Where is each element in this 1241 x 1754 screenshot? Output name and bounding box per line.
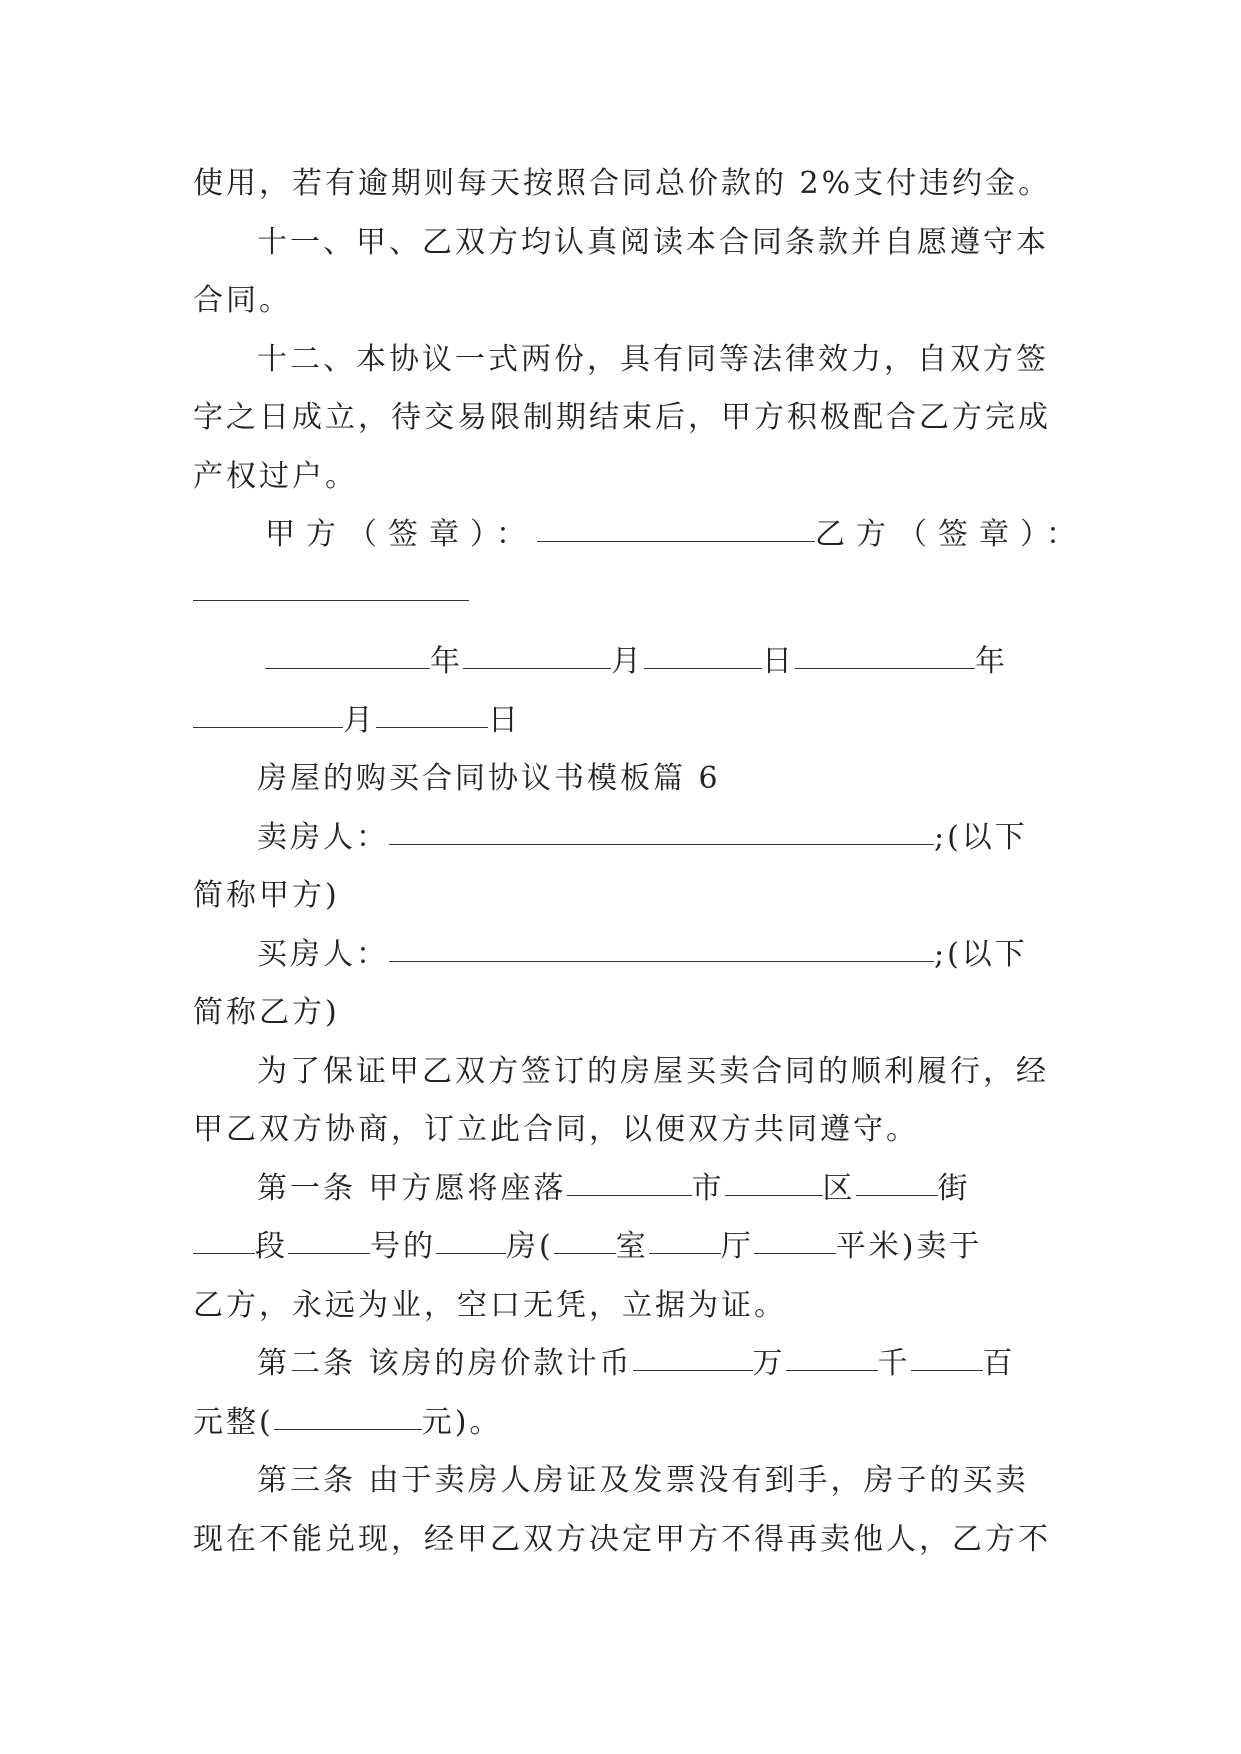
room-label: 室 [615, 1229, 649, 1264]
month-label: 月 [611, 644, 644, 679]
ten-thousand-label: 万 [752, 1346, 786, 1381]
year-blank [795, 638, 975, 669]
buyer-label: 买房人： [257, 936, 389, 972]
signature-line-continued [193, 565, 1055, 624]
buyer-blank [389, 931, 934, 962]
buyer-abbreviation: 简称乙方) [193, 995, 340, 1030]
amount-suffix: 元)。 [421, 1404, 503, 1440]
buyer-suffix: ;(以下 [934, 936, 1028, 972]
purpose-line: 甲乙双方协商，订立此合同，以便双方共同遵守。 [193, 1112, 919, 1147]
party-b-signature-label: 乙方（签章）： [815, 517, 1087, 552]
hall-label: 厅 [720, 1229, 754, 1264]
purpose-line: 为了保证甲乙双方签订的房屋买卖合同的顺利履行，经 [257, 1053, 1049, 1089]
area-blank [754, 1223, 836, 1254]
section-label: 段 [255, 1229, 288, 1264]
signature-line [193, 506, 1087, 565]
article-1-line [193, 1218, 1055, 1277]
clause-11: 十一、甲、乙双方均认真阅读本合同条款并自愿遵守本 [257, 224, 1049, 260]
party-a-signature-blank [537, 511, 815, 542]
seller-line [193, 809, 1055, 868]
month-label: 月 [343, 702, 376, 738]
year-label: 年 [430, 644, 463, 679]
amount-blank [274, 1399, 422, 1430]
district-blank [725, 1165, 823, 1196]
seller-blank [389, 814, 934, 845]
house-label: 房( [506, 1229, 554, 1264]
city-label: 市 [691, 1170, 725, 1206]
seller-label: 卖房人： [257, 819, 389, 855]
text-line: 使用，若有逾期则每天按照合同总价款的 2%支付违约金。 [193, 166, 1052, 201]
section-blank [193, 1223, 255, 1254]
thousand-blank [786, 1340, 878, 1371]
day-label: 日 [762, 644, 795, 679]
article-1-line: 乙方，永远为业，空口无凭，立据为证。 [193, 1287, 787, 1323]
hundred-blank [911, 1340, 983, 1371]
hall-blank [649, 1223, 721, 1254]
year-blank [265, 638, 430, 669]
article-1-text: 第一条 甲方愿将座落 [257, 1170, 567, 1206]
article-2-text: 第二条 该房的房价款计币 [257, 1346, 633, 1381]
date-line-continued [193, 692, 1055, 751]
article-2-line [193, 1335, 1055, 1394]
day-blank [376, 697, 488, 728]
text-line: 合同。 [193, 283, 292, 318]
party-b-signature-blank [193, 570, 469, 601]
section-title: 房屋的购买合同协议书模板篇 6 [257, 761, 721, 796]
date-line [193, 633, 1055, 692]
article-3-line: 现在不能兑现，经甲乙双方决定甲方不得再卖他人，乙方不 [193, 1521, 1051, 1557]
hundred-label: 百 [982, 1346, 1016, 1381]
ten-thousand-blank [633, 1340, 753, 1371]
number-blank [288, 1223, 370, 1254]
thousand-label: 千 [877, 1346, 911, 1381]
text-line: 字之日成立，待交易限制期结束后，甲方积极配合乙方完成 [193, 400, 1051, 435]
month-blank [193, 697, 343, 728]
house-blank [436, 1223, 506, 1254]
article-1-line [193, 1160, 1055, 1219]
area-label: 平米)卖于 [835, 1229, 983, 1264]
clause-12: 十二、本协议一式两份，具有同等法律效力，自双方签 [257, 341, 1049, 377]
year-label: 年 [975, 644, 1008, 679]
buyer-line [193, 926, 1055, 985]
seller-suffix: ;(以下 [934, 819, 1028, 855]
document-page [193, 155, 1087, 1569]
month-blank [463, 638, 611, 669]
text-line: 产权过户。 [193, 458, 358, 494]
day-blank [644, 638, 762, 669]
day-label: 日 [488, 702, 521, 738]
street-blank [856, 1165, 938, 1196]
room-blank [554, 1223, 616, 1254]
party-a-signature-label: 甲方（签章）： [265, 517, 537, 552]
district-label: 区 [822, 1170, 856, 1206]
article-3-line: 第三条 由于卖房人房证及发票没有到手，房子的买卖 [257, 1463, 1029, 1498]
seller-abbreviation: 简称甲方) [193, 878, 340, 913]
city-blank [567, 1165, 692, 1196]
street-label: 街 [937, 1170, 971, 1206]
amount-prefix: 元整( [193, 1404, 274, 1440]
article-2-line [193, 1394, 1055, 1453]
number-label: 号的 [370, 1229, 436, 1264]
